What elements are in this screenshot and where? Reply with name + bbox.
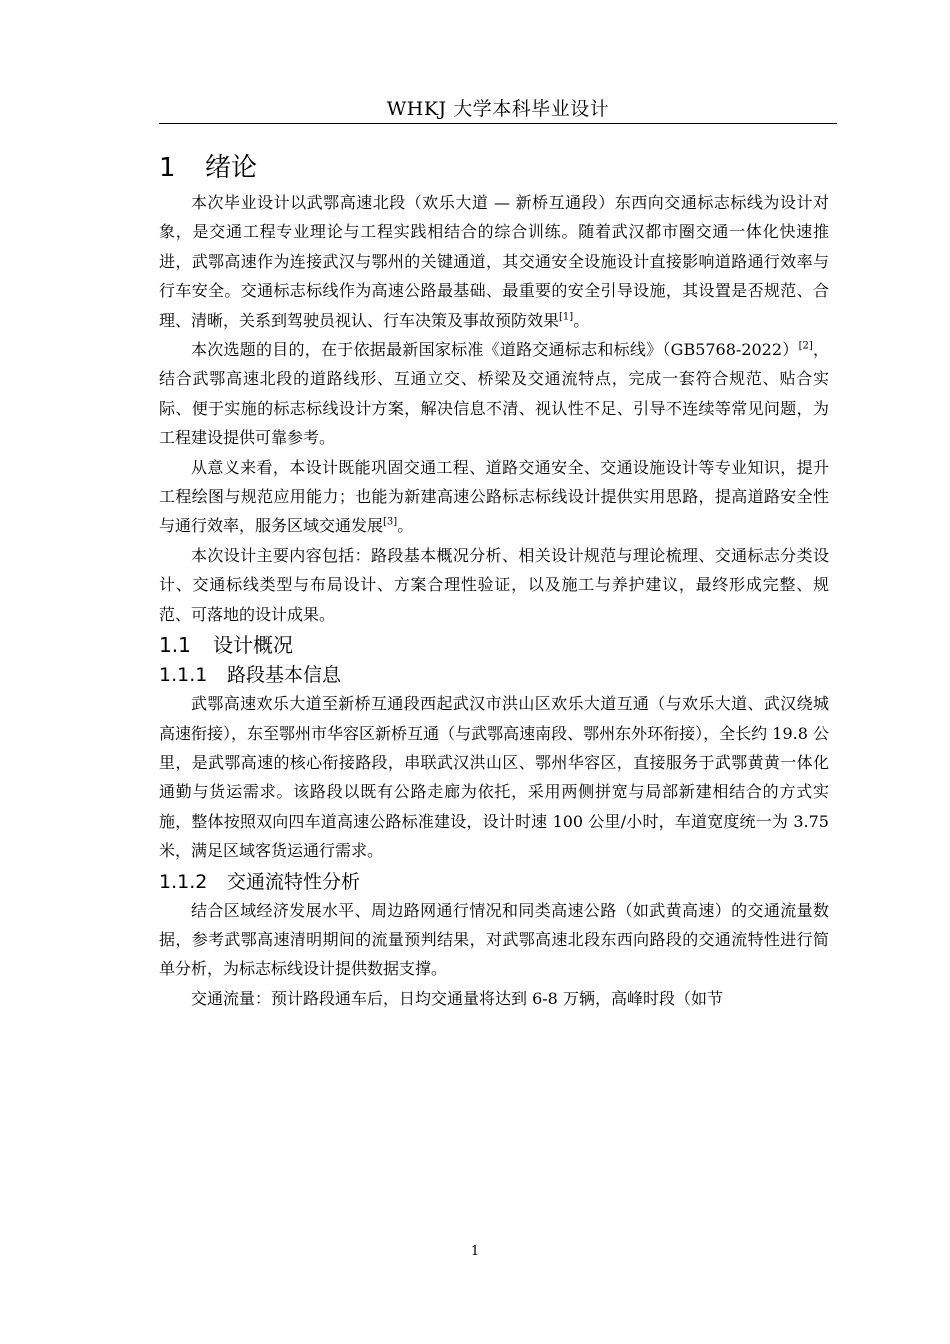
citation-ref-3[interactable]: [3] xyxy=(383,517,398,529)
subsection-number: 1.1.2 xyxy=(159,870,208,893)
citation-ref-2[interactable]: [2] xyxy=(798,340,813,352)
subsection-number: 1.1.1 xyxy=(159,664,208,687)
header-divider xyxy=(159,123,837,124)
intro-paragraph-1 xyxy=(159,188,829,335)
chapter-number: 1 xyxy=(159,153,176,183)
road-info-paragraph: 武鄂高速欢乐大道至新桥互通段西起武汉市洪山区欢乐大道互通（与欢乐大道、武汉绕城高速衔接），东至鄂州市华容区新桥互通（与武鄂高速南段、鄂州东外环衔接），全长约 19.8 公里，是武鄂高速的核心衔接路段，串联武汉洪山区、鄂州华容区，直接服务于武鄂黄黄一体化通勤与货运需求。该路段以既有公路走廊为依托，采用两侧拼宽与局部新建相结合的方式实施，整体按照双向四车道高速公路标准建设，设计时速 100 公里/小时，车道宽度统一为 3.75 米，满足区域客货运通行需求。 xyxy=(159,694,829,861)
running-header-title: WHKJ 大学本科毕业设计 xyxy=(386,98,610,120)
subsection-title: 路段基本信息 xyxy=(227,664,342,687)
traffic-flow-paragraph-1: 结合区域经济发展水平、周边路网通行情况和同类高速公路（如武黄高速）的交通流量数据，参考武鄂高速清明期间的流量预判结果，对武鄂高速北段东西向路段的交通流特性进行简单分析，为标志标线设计提供数据支撑。 xyxy=(159,900,829,979)
subsection-heading-1-1-1 xyxy=(159,661,829,689)
intro-p1-tail: 。 xyxy=(573,310,590,330)
traffic-flow-paragraph-2: 交通流量：预计路段通车后，日均交通量将达到 6-8 万辆，高峰时段（如节 xyxy=(191,988,723,1008)
intro-paragraph-3 xyxy=(159,453,829,541)
section-number: 1.1 xyxy=(159,633,191,658)
page-number: 1 xyxy=(470,1244,480,1259)
citation-ref-1[interactable]: [1] xyxy=(559,311,574,323)
section-title: 设计概况 xyxy=(213,633,293,658)
intro-paragraph-4: 本次设计主要内容包括：路段基本概况分析、相关设计规范与理论梳理、交通标志分类设计、交通标线类型与布局设计、方案合理性验证，以及施工与养护建议，最终形成完整、规范、可落地的设计成果。 xyxy=(159,545,829,624)
intro-p2-text: 本次选题的目的，在于依据最新国家标准《道路交通标志和标线》（GB5768-2022） xyxy=(191,340,799,360)
intro-p3-tail: 。 xyxy=(397,516,414,536)
section-heading-1-1 xyxy=(159,631,829,659)
intro-paragraph-2 xyxy=(159,335,829,453)
document-body xyxy=(159,148,829,1013)
subsection-title: 交通流特性分析 xyxy=(227,870,361,893)
intro-p3-text: 从意义来看，本设计既能巩固交通工程、道路交通安全、交通设施设计等专业知识，提升工程绘图与规范应用能力；也能为新建高速公路标志标线设计提供实用思路，提高道路安全性与通行效率，服务区域交通发展 xyxy=(159,457,829,536)
chapter-heading xyxy=(159,148,829,188)
intro-p1-text: 本次毕业设计以武鄂高速北段（欢乐大道 — 新桥互通段）东西向交通标志标线为设计对象，是交通工程专业理论与工程实践相结合的综合训练。随着武汉都市圈交通一体化快速推进，武鄂高速作为连接武汉与鄂州的关键通道，其交通安全设施设计直接影响道路通行效率与行车安全。交通标志标线作为高速公路最基础、最重要的安全引导设施，其设置是否规范、合理、清晰，关系到驾驶员视认、行车决策及事故预防效果 xyxy=(159,193,829,330)
subsection-heading-1-1-2 xyxy=(159,868,829,896)
intro-p2-tail: ，结合武鄂高速北段的道路线形、互通立交、桥梁及交通流特点，完成一套符合规范、贴合实际、便于实施的标志标线设计方案，解决信息不清、视认性不足、引导不连续等常见问题，为工程建设提供可靠参考。 xyxy=(159,340,829,448)
chapter-title: 绪论 xyxy=(205,153,258,183)
